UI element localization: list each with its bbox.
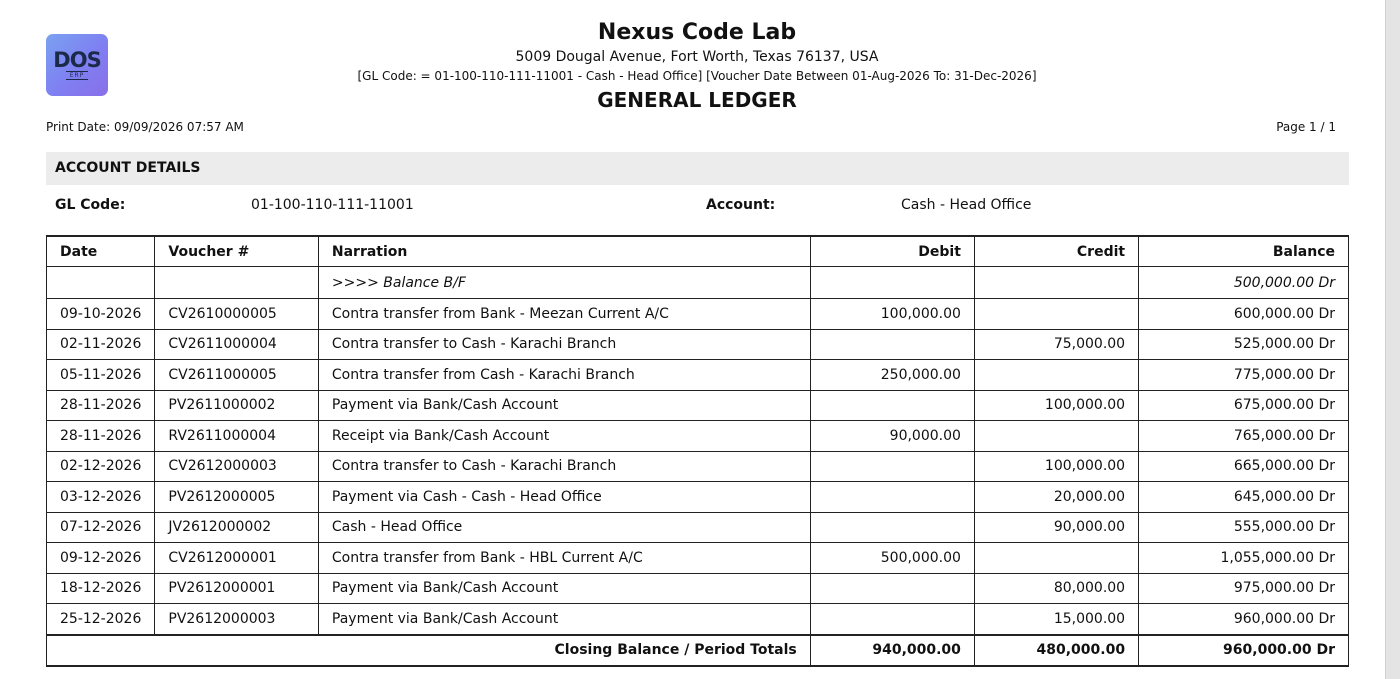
column-header-credit: Credit [974, 236, 1138, 267]
date-cell: 09-12-2026 [47, 543, 155, 574]
table-header-row [47, 236, 1349, 267]
voucher-cell: JV2612000002 [155, 512, 319, 543]
opening-voucher-cell [155, 267, 319, 299]
narration-cell: Contra transfer from Bank - HBL Current A/C [318, 543, 810, 574]
account-value: Cash - Head Office [901, 197, 1032, 213]
table-row [47, 360, 1349, 391]
gl-code-label: GL Code: [55, 197, 126, 213]
table-row [47, 390, 1349, 421]
table-row [47, 482, 1349, 513]
logo-text: DOS [53, 48, 101, 72]
print-date: Print Date: 09/09/2026 07:57 AM [46, 120, 244, 134]
opening-narration: >>>> Balance B/F [318, 267, 810, 299]
opening-debit-cell [810, 267, 974, 299]
report-filter: [GL Code: = 01-100-110-111-11001 - Cash - Head Office] [Voucher Date Between 01-Aug-2026 To: 31-Dec-2026] [357, 69, 1037, 83]
date-cell: 02-11-2026 [47, 329, 155, 360]
debit-cell [810, 451, 974, 482]
balance-cell: 555,000.00 Dr [1139, 512, 1349, 543]
narration-cell: Contra transfer to Cash - Karachi Branch [318, 329, 810, 360]
page-number: Page 1 / 1 [1276, 120, 1336, 134]
column-header-voucher: Voucher # [155, 236, 319, 267]
table-row [47, 329, 1349, 360]
table-row [47, 543, 1349, 574]
opening-balance-row [47, 267, 1349, 299]
total-debit: 940,000.00 [810, 635, 974, 666]
credit-cell: 75,000.00 [974, 329, 1138, 360]
debit-cell [810, 512, 974, 543]
voucher-cell: PV2612000003 [155, 604, 319, 635]
gl-code-value: 01-100-110-111-11001 [251, 197, 414, 213]
voucher-cell: CV2612000001 [155, 543, 319, 574]
opening-credit-cell [974, 267, 1138, 299]
narration-cell: Contra transfer to Cash - Karachi Branch [318, 451, 810, 482]
date-cell: 28-11-2026 [47, 421, 155, 452]
account-details-heading: ACCOUNT DETAILS [46, 152, 1349, 185]
voucher-cell: PV2612000005 [155, 482, 319, 513]
narration-cell: Payment via Bank/Cash Account [318, 573, 810, 604]
narration-cell: Payment via Bank/Cash Account [318, 390, 810, 421]
opening-balance: 500,000.00 Dr [1139, 267, 1349, 299]
voucher-cell: PV2611000002 [155, 390, 319, 421]
balance-cell: 645,000.00 Dr [1139, 482, 1349, 513]
balance-cell: 675,000.00 Dr [1139, 390, 1349, 421]
debit-cell: 250,000.00 [810, 360, 974, 391]
date-cell: 07-12-2026 [47, 512, 155, 543]
voucher-cell: RV2611000004 [155, 421, 319, 452]
column-header-narration: Narration [318, 236, 810, 267]
table-row [47, 421, 1349, 452]
totals-row [47, 635, 1349, 666]
balance-cell: 1,055,000.00 Dr [1139, 543, 1349, 574]
debit-cell: 100,000.00 [810, 299, 974, 330]
date-cell: 25-12-2026 [47, 604, 155, 635]
credit-cell [974, 543, 1138, 574]
total-credit: 480,000.00 [974, 635, 1138, 666]
column-header-date: Date [47, 236, 155, 267]
credit-cell [974, 421, 1138, 452]
ledger-table [46, 235, 1349, 667]
date-cell: 28-11-2026 [47, 390, 155, 421]
credit-cell: 20,000.00 [974, 482, 1138, 513]
balance-cell: 775,000.00 Dr [1139, 360, 1349, 391]
voucher-cell: CV2610000005 [155, 299, 319, 330]
credit-cell [974, 299, 1138, 330]
balance-cell: 975,000.00 Dr [1139, 573, 1349, 604]
narration-cell: Payment via Cash - Cash - Head Office [318, 482, 810, 513]
date-cell: 18-12-2026 [47, 573, 155, 604]
table-row [47, 299, 1349, 330]
credit-cell: 100,000.00 [974, 451, 1138, 482]
report-title: GENERAL LEDGER [597, 88, 797, 112]
narration-cell: Cash - Head Office [318, 512, 810, 543]
date-cell: 02-12-2026 [47, 451, 155, 482]
balance-cell: 765,000.00 Dr [1139, 421, 1349, 452]
narration-cell: Contra transfer from Cash - Karachi Branch [318, 360, 810, 391]
closing-balance: 960,000.00 Dr [1139, 635, 1349, 666]
company-name: Nexus Code Lab [597, 20, 797, 45]
debit-cell: 500,000.00 [810, 543, 974, 574]
logo-subtext: ERP [66, 71, 89, 80]
date-cell: 09-10-2026 [47, 299, 155, 330]
narration-cell: Contra transfer from Bank - Meezan Current A/C [318, 299, 810, 330]
table-row [47, 573, 1349, 604]
table-row [47, 512, 1349, 543]
balance-cell: 600,000.00 Dr [1139, 299, 1349, 330]
voucher-cell: PV2612000001 [155, 573, 319, 604]
voucher-cell: CV2612000003 [155, 451, 319, 482]
column-header-debit: Debit [810, 236, 974, 267]
debit-cell [810, 329, 974, 360]
balance-cell: 525,000.00 Dr [1139, 329, 1349, 360]
narration-cell: Receipt via Bank/Cash Account [318, 421, 810, 452]
date-cell: 03-12-2026 [47, 482, 155, 513]
voucher-cell: CV2611000004 [155, 329, 319, 360]
date-cell: 05-11-2026 [47, 360, 155, 391]
debit-cell: 90,000.00 [810, 421, 974, 452]
debit-cell [810, 482, 974, 513]
voucher-cell: CV2611000005 [155, 360, 319, 391]
credit-cell [974, 360, 1138, 391]
table-row [47, 604, 1349, 635]
debit-cell [810, 573, 974, 604]
credit-cell: 90,000.00 [974, 512, 1138, 543]
credit-cell: 100,000.00 [974, 390, 1138, 421]
company-address: 5009 Dougal Avenue, Fort Worth, Texas 76137, USA [515, 49, 879, 65]
opening-date-cell [47, 267, 155, 299]
credit-cell: 15,000.00 [974, 604, 1138, 635]
column-header-balance: Balance [1139, 236, 1349, 267]
totals-label: Closing Balance / Period Totals [47, 635, 811, 666]
balance-cell: 665,000.00 Dr [1139, 451, 1349, 482]
account-label: Account: [706, 197, 776, 213]
debit-cell [810, 604, 974, 635]
balance-cell: 960,000.00 Dr [1139, 604, 1349, 635]
table-row [47, 451, 1349, 482]
debit-cell [810, 390, 974, 421]
credit-cell: 80,000.00 [974, 573, 1138, 604]
narration-cell: Payment via Bank/Cash Account [318, 604, 810, 635]
